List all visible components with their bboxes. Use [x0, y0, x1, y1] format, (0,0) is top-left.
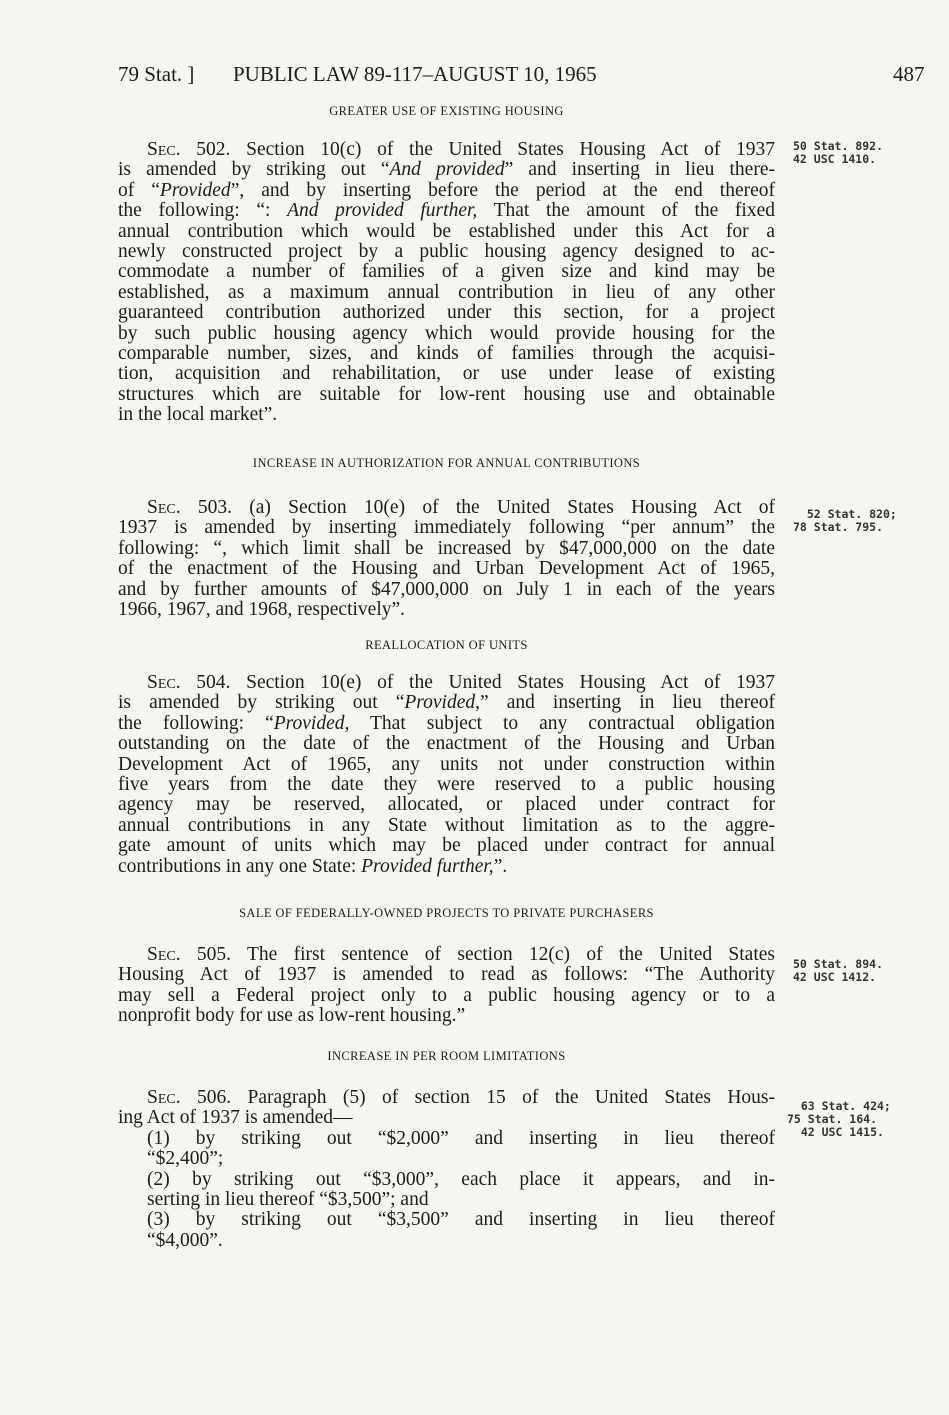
text-line	[118, 385, 775, 405]
text-line	[118, 222, 775, 242]
text-segment: is amended by striking out “	[118, 692, 405, 714]
text-line	[118, 857, 775, 877]
text-segment: ing Act of 1937 is amended—	[118, 1107, 353, 1129]
text-segment: serting in lieu thereof “$3,500”; and	[147, 1188, 429, 1210]
text-line	[118, 364, 775, 384]
section-heading: REALLOCATION OF UNITS	[365, 638, 528, 652]
italic-text: Provided,	[273, 712, 350, 734]
text-segment: is amended by striking out “	[118, 159, 390, 181]
text-segment: structures which are suitable for low-rent housing use and obtainable	[118, 383, 775, 405]
text-segment: Sec.	[147, 944, 181, 965]
text-segment: ”.	[493, 855, 508, 877]
text-segment: 503. (a) Section 10(e) of the United States Housing Act of	[180, 497, 775, 518]
section-heading: INCREASE IN PER ROOM LIMITATIONS	[327, 1049, 566, 1063]
text-line	[118, 986, 775, 1006]
text-line	[118, 1108, 775, 1128]
text-line	[118, 755, 775, 775]
text-line	[118, 518, 775, 538]
text-line	[118, 775, 775, 795]
text-line	[118, 734, 775, 754]
text-segment: 1966, 1967, and 1968, respectively”.	[118, 598, 406, 620]
text-segment: contributions in any one State:	[118, 855, 362, 877]
text-line	[118, 1088, 775, 1108]
section-505-text	[118, 945, 775, 1027]
text-segment: of “	[118, 179, 160, 201]
text-segment: may sell a Federal project only to a public housing agency or to a	[118, 984, 775, 1006]
text-segment: gate amount of units which may be placed under contract for annual	[118, 835, 775, 857]
text-segment: newly constructed project by a public housing agency designed to ac-	[118, 240, 775, 262]
text-segment: 506. Paragraph (5) of section 15 of the United States Hous-	[180, 1087, 775, 1108]
text-segment: (3) by striking out “$3,500” and inserting in lieu thereof	[147, 1209, 775, 1231]
text-line	[118, 795, 775, 815]
text-segment: That subject to any contractual obligation	[349, 712, 775, 734]
text-line	[118, 303, 775, 323]
text-segment: 502. Section 10(c) of the United States Housing Act of 1937	[180, 139, 775, 160]
italic-text: Provided,	[404, 692, 480, 714]
running-title: PUBLIC LAW 89-117–AUGUST 10, 1965	[233, 62, 597, 86]
text-line	[118, 559, 775, 579]
text-segment: annual contribution which would be established under this Act for a	[118, 220, 775, 242]
text-line	[118, 1170, 775, 1190]
text-line	[118, 283, 775, 303]
text-segment: ” and inserting in lieu there-	[504, 159, 775, 181]
text-line	[118, 1149, 775, 1169]
text-segment: ” and inserting in lieu thereof	[480, 692, 775, 714]
section-heading: SALE OF FEDERALLY-OWNED PROJECTS TO PRIVATE PURCHASERS	[239, 906, 654, 920]
text-segment: tion, acquisition and rehabilitation, or use under lease of existing	[118, 363, 775, 385]
text-segment: “$4,000”.	[147, 1229, 223, 1251]
stat-volume: 79 Stat. ]	[118, 62, 195, 86]
text-line	[118, 714, 775, 734]
text-segment: (1) by striking out “$2,000” and inserting in lieu thereof	[147, 1127, 775, 1149]
text-line	[118, 600, 775, 620]
italic-text: Provided	[159, 179, 231, 201]
text-line	[118, 160, 775, 180]
section-506-text	[118, 1088, 775, 1251]
text-line	[118, 1129, 775, 1149]
text-line	[118, 836, 775, 856]
margin-citation: 63 Stat. 424; 75 Stat. 164. 42 USC 1415.	[787, 1099, 891, 1139]
text-segment: agency may be reserved, allocated, or placed under contract for	[118, 794, 775, 816]
text-segment: commodate a number of families of a given size and kind may be	[118, 261, 775, 283]
text-line	[118, 262, 775, 282]
text-line	[118, 693, 775, 713]
text-segment: following: “, which limit shall be increased by $47,000,000 on the date	[118, 537, 775, 559]
text-line	[118, 344, 775, 364]
italic-text: And provided further,	[287, 200, 478, 222]
text-segment: “$2,400”;	[147, 1148, 224, 1170]
text-segment: and by further amounts of $47,000,000 on July 1 in each of the years	[118, 578, 775, 600]
text-line	[118, 965, 775, 985]
text-segment: outstanding on the date of the enactment of the Housing and Urban	[118, 733, 775, 755]
text-line	[118, 181, 775, 201]
text-line	[118, 1190, 775, 1210]
text-line	[118, 405, 775, 425]
text-line	[118, 816, 775, 836]
section-heading: INCREASE IN AUTHORIZATION FOR ANNUAL CONTRIBUTIONS	[252, 456, 641, 470]
text-segment: five years from the date they were reserved to a public housing	[118, 773, 775, 795]
text-segment: established, as a maximum annual contribution in lieu of any other	[118, 281, 775, 303]
italic-text: Provided further,	[361, 855, 494, 877]
text-segment: the following: “	[118, 712, 274, 734]
margin-citation: 50 Stat. 892. 42 USC 1410.	[793, 139, 884, 166]
text-segment: 505. The first sentence of section 12(c) of the United States	[180, 944, 775, 965]
text-segment: the following: “:	[118, 200, 288, 222]
text-segment: Sec.	[147, 139, 181, 160]
text-segment: ”, and by inserting before the period at the end thereof	[230, 179, 775, 201]
text-segment: 1937 is amended by inserting immediately following “per annum” the	[118, 517, 775, 539]
text-segment: Development Act of 1965, any units not under construction within	[118, 753, 775, 775]
text-segment: 504. Section 10(e) of the United States Housing Act of 1937	[180, 672, 775, 693]
text-segment: annual contributions in any State without limitation as to the aggre-	[118, 814, 775, 836]
text-line	[118, 201, 775, 221]
text-segment: in the local market”.	[118, 404, 278, 426]
text-segment: Sec.	[147, 672, 181, 693]
page-number: 487	[893, 62, 925, 86]
italic-text: And provided	[389, 159, 505, 181]
text-segment: of the enactment of the Housing and Urban Development Act of 1965,	[118, 558, 775, 580]
text-segment: Housing Act of 1937 is amended to read as follows: “The Authority	[118, 964, 775, 986]
text-segment: Sec.	[147, 497, 181, 518]
text-segment: (2) by striking out “$3,000”, each place it appears, and in-	[147, 1168, 775, 1190]
section-503-text	[118, 498, 775, 620]
text-line	[118, 539, 775, 559]
text-line	[118, 1231, 775, 1251]
text-segment: guaranteed contribution authorized under this section, for a project	[118, 302, 775, 324]
section-502-text	[118, 140, 775, 425]
text-segment: by such public housing agency which would provide housing for the	[118, 322, 775, 344]
text-line	[118, 945, 775, 965]
margin-citation: 50 Stat. 894. 42 USC 1412.	[793, 957, 884, 984]
text-line	[118, 673, 775, 693]
section-heading: GREATER USE OF EXISTING HOUSING	[329, 104, 564, 118]
section-504-text	[118, 673, 775, 877]
text-segment: Sec.	[147, 1087, 181, 1108]
text-segment: nonprofit body for use as low-rent housing.”	[118, 1005, 466, 1027]
text-line	[118, 580, 775, 600]
margin-citation: 52 Stat. 820; 78 Stat. 795.	[793, 507, 897, 534]
text-segment: comparable number, sizes, and kinds of families through the acquisi-	[118, 342, 775, 364]
text-line	[118, 498, 775, 518]
text-line	[118, 324, 775, 344]
text-line	[118, 1006, 775, 1026]
text-line	[118, 1210, 775, 1230]
text-line	[118, 140, 775, 160]
text-line	[118, 242, 775, 262]
text-segment: That the amount of the fixed	[477, 200, 775, 222]
